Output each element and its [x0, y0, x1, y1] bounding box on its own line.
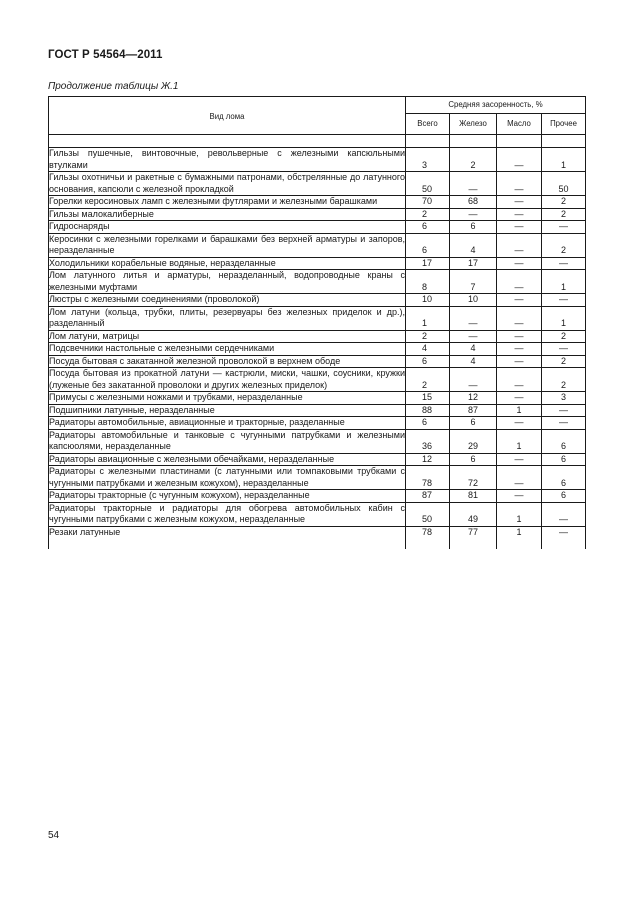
other-cell: 6 — [542, 453, 586, 466]
page-number: 54 — [48, 830, 60, 841]
oil-cell: — — [497, 343, 542, 356]
iron-cell: — — [450, 306, 497, 330]
other-cell: — — [542, 526, 586, 548]
oil-cell: — — [497, 172, 542, 196]
table-row — [49, 453, 586, 466]
iron-cell: 6 — [450, 417, 497, 430]
iron-cell: 7 — [450, 270, 497, 294]
oil-cell: 1 — [497, 502, 542, 526]
scrap-type-cell: Радиаторы тракторные и радиаторы для обогрева автомобильных кабин с чугунными патрубками с железным кожухом, неразделанные — [49, 502, 406, 526]
scrap-type-cell: Радиаторы с железными пластинами (с латунными или томпаковыми трубками с чугунными патрубками и железным кожухом), неразделанные — [49, 466, 406, 490]
table-row — [49, 392, 586, 405]
table-row — [49, 257, 586, 270]
oil-cell: — — [497, 368, 542, 392]
scrap-type-cell: Посуда бытовая с закатанной железной проволокой в верхнем ободе — [49, 355, 406, 368]
table-row — [49, 172, 586, 196]
table-row — [49, 466, 586, 490]
scrap-type-cell: Лом латуни, матрицы — [49, 330, 406, 343]
iron-cell: 29 — [450, 429, 497, 453]
iron-cell: 6 — [450, 221, 497, 234]
header-separator — [49, 135, 586, 148]
table-row — [49, 306, 586, 330]
total-cell: 6 — [406, 221, 450, 234]
scrap-type-cell: Лом латуни (кольца, трубки, плиты, резервуары без железных приделок и др.), разделанный — [49, 306, 406, 330]
oil-cell: 1 — [497, 404, 542, 417]
total-cell: 78 — [406, 526, 450, 548]
scrap-type-cell: Радиаторы тракторные (с чугунным кожухом), неразделанные — [49, 490, 406, 503]
iron-cell: — — [450, 208, 497, 221]
oil-cell: — — [497, 490, 542, 503]
total-cell: 8 — [406, 270, 450, 294]
oil-cell: — — [497, 208, 542, 221]
other-cell: 1 — [542, 270, 586, 294]
total-cell: 4 — [406, 343, 450, 356]
document-code: ГОСТ Р 54564—2011 — [48, 49, 163, 61]
scrap-type-cell: Гидроснаряды — [49, 221, 406, 234]
total-cell: 12 — [406, 453, 450, 466]
oil-cell: 1 — [497, 526, 542, 548]
other-cell: 3 — [542, 392, 586, 405]
other-cell: — — [542, 502, 586, 526]
iron-cell: — — [450, 368, 497, 392]
table-row — [49, 294, 586, 307]
oil-cell: — — [497, 417, 542, 430]
header-total: Всего — [406, 114, 450, 135]
scrap-type-cell: Радиаторы авиационные с железными обечайками, неразделанные — [49, 453, 406, 466]
total-cell: 88 — [406, 404, 450, 417]
scrap-type-cell: Подшипники латунные, неразделанные — [49, 404, 406, 417]
total-cell: 6 — [406, 355, 450, 368]
table-row — [49, 221, 586, 234]
total-cell: 1 — [406, 306, 450, 330]
other-cell: — — [542, 294, 586, 307]
total-cell: 87 — [406, 490, 450, 503]
other-cell: — — [542, 221, 586, 234]
other-cell: 2 — [542, 233, 586, 257]
iron-cell: 87 — [450, 404, 497, 417]
table-row — [49, 355, 586, 368]
iron-cell: 2 — [450, 148, 497, 172]
iron-cell: 68 — [450, 196, 497, 209]
total-cell: 3 — [406, 148, 450, 172]
scrap-type-cell: Гильзы пушечные, винтовочные, револьверные с железными капсюльными втулками — [49, 148, 406, 172]
oil-cell: — — [497, 233, 542, 257]
total-cell: 78 — [406, 466, 450, 490]
iron-cell: 4 — [450, 343, 497, 356]
total-cell: 2 — [406, 208, 450, 221]
table-row — [49, 330, 586, 343]
table-row — [49, 368, 586, 392]
scrap-type-cell: Посуда бытовая из прокатной латуни — кастрюли, миски, чашки, соусники, кружки (луженые без закатанной проволоки и других железных приделок) — [49, 368, 406, 392]
iron-cell: 17 — [450, 257, 497, 270]
oil-cell: — — [497, 257, 542, 270]
oil-cell: — — [497, 466, 542, 490]
scrap-type-cell: Люстры с железными соединениями (проволокой) — [49, 294, 406, 307]
iron-cell: 81 — [450, 490, 497, 503]
table-row — [49, 343, 586, 356]
other-cell: 6 — [542, 466, 586, 490]
header-oil: Масло — [497, 114, 542, 135]
scrap-type-cell: Гильзы охотничьи и ракетные с бумажными патронами, обстрелянные до латунного основания, капсюли с железной прокладкой — [49, 172, 406, 196]
header-other: Прочее — [542, 114, 586, 135]
table-row — [49, 233, 586, 257]
total-cell: 15 — [406, 392, 450, 405]
other-cell: 2 — [542, 355, 586, 368]
table-caption: Продолжение таблицы Ж.1 — [48, 81, 179, 92]
oil-cell: — — [497, 270, 542, 294]
total-cell: 6 — [406, 417, 450, 430]
scrap-type-cell: Керосинки с железными горелками и барашками без верхней арматуры и запоров, неразделанные — [49, 233, 406, 257]
iron-cell: — — [450, 172, 497, 196]
header-contamination-group: Средняя засоренность, % — [406, 97, 586, 114]
total-cell: 36 — [406, 429, 450, 453]
iron-cell: 49 — [450, 502, 497, 526]
iron-cell: 4 — [450, 355, 497, 368]
oil-cell: — — [497, 453, 542, 466]
total-cell: 17 — [406, 257, 450, 270]
other-cell: 50 — [542, 172, 586, 196]
other-cell: 2 — [542, 330, 586, 343]
oil-cell: — — [497, 392, 542, 405]
other-cell: 6 — [542, 490, 586, 503]
oil-cell: — — [497, 148, 542, 172]
scrap-type-cell: Горелки керосиновых ламп с железными футлярами и железными барашками — [49, 196, 406, 209]
table-body — [49, 148, 586, 549]
table-row — [49, 490, 586, 503]
other-cell: 2 — [542, 368, 586, 392]
scrap-type-cell: Примусы с железными ножками и трубками, неразделанные — [49, 392, 406, 405]
oil-cell: — — [497, 306, 542, 330]
header-scrap-type: Вид лома — [49, 97, 406, 135]
oil-cell: — — [497, 221, 542, 234]
other-cell: — — [542, 404, 586, 417]
total-cell: 10 — [406, 294, 450, 307]
oil-cell: 1 — [497, 429, 542, 453]
other-cell: 1 — [542, 148, 586, 172]
table-row — [49, 429, 586, 453]
scrap-type-cell: Гильзы малокалиберные — [49, 208, 406, 221]
other-cell: 6 — [542, 429, 586, 453]
iron-cell: 77 — [450, 526, 497, 548]
oil-cell: — — [497, 330, 542, 343]
header-iron: Железо — [450, 114, 497, 135]
total-cell: 2 — [406, 368, 450, 392]
total-cell: 50 — [406, 172, 450, 196]
other-cell: — — [542, 343, 586, 356]
other-cell: 1 — [542, 306, 586, 330]
iron-cell: 12 — [450, 392, 497, 405]
iron-cell: 72 — [450, 466, 497, 490]
contamination-table — [48, 96, 586, 549]
scrap-type-cell: Подсвечники настольные с железными сердечниками — [49, 343, 406, 356]
oil-cell: — — [497, 196, 542, 209]
table-row — [49, 208, 586, 221]
total-cell: 70 — [406, 196, 450, 209]
scrap-type-cell: Радиаторы автомобильные и танковые с чугунными патрубками и железными капсюолями, неразделанные — [49, 429, 406, 453]
table-row — [49, 417, 586, 430]
table-row — [49, 502, 586, 526]
scrap-type-cell: Холодильники корабельные водяные, неразделанные — [49, 257, 406, 270]
other-cell: 2 — [542, 208, 586, 221]
iron-cell: 6 — [450, 453, 497, 466]
table-row — [49, 270, 586, 294]
total-cell: 6 — [406, 233, 450, 257]
scrap-type-cell: Лом латунного литья и арматуры, неразделанный, водопроводные краны с железными муфтами — [49, 270, 406, 294]
other-cell: — — [542, 417, 586, 430]
total-cell: 2 — [406, 330, 450, 343]
oil-cell: — — [497, 355, 542, 368]
scrap-type-cell: Радиаторы автомобильные, авиационные и тракторные, разделанные — [49, 417, 406, 430]
other-cell: — — [542, 257, 586, 270]
table-row — [49, 526, 586, 548]
scrap-type-cell: Резаки латунные — [49, 526, 406, 548]
table-row — [49, 148, 586, 172]
total-cell: 50 — [406, 502, 450, 526]
iron-cell: 4 — [450, 233, 497, 257]
oil-cell: — — [497, 294, 542, 307]
iron-cell: — — [450, 330, 497, 343]
table-row — [49, 404, 586, 417]
other-cell: 2 — [542, 196, 586, 209]
iron-cell: 10 — [450, 294, 497, 307]
table-row — [49, 196, 586, 209]
